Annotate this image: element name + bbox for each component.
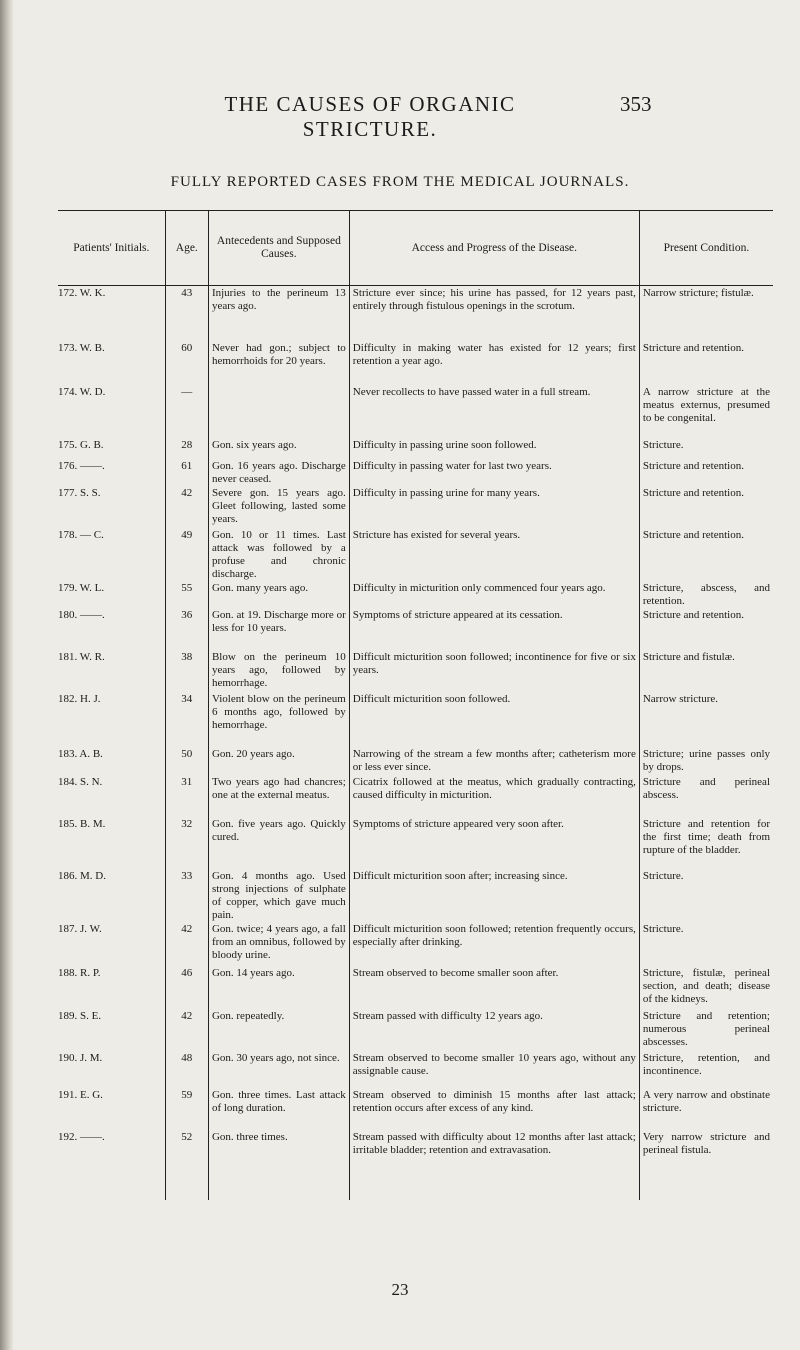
cell-initials: 172. W. K. bbox=[58, 287, 106, 299]
cell-initials: 180. ——. bbox=[58, 608, 105, 621]
cell-antecedents: Injuries to the perineum 13 years ago. bbox=[208, 286, 349, 341]
cell-present: Stricture and retention. bbox=[639, 608, 773, 650]
table-row bbox=[58, 1051, 773, 1088]
cell-present: Stricture, abscess, and retention. bbox=[639, 581, 773, 608]
table-row bbox=[58, 775, 773, 817]
cell-present: Very narrow stricture and perineal fistula. bbox=[639, 1130, 773, 1200]
cell-antecedents: Gon. 14 years ago. bbox=[208, 966, 349, 1009]
cell-age: 52 bbox=[165, 1130, 208, 1200]
signature-mark: 23 bbox=[391, 1280, 409, 1299]
running-head bbox=[0, 92, 800, 141]
header-present: Present Condition. bbox=[639, 211, 773, 286]
cell-age: 59 bbox=[165, 1088, 208, 1130]
cell-initials: 188. R. P. bbox=[58, 966, 101, 979]
cell-age: 36 bbox=[165, 608, 208, 650]
cell-progress: Narrowing of the stream a few months after; catheterism more or less ever since. bbox=[349, 747, 639, 775]
cell-initials: 176. ——. bbox=[58, 459, 105, 472]
table-row bbox=[58, 1009, 773, 1051]
cell-age: 55 bbox=[165, 581, 208, 608]
cell-progress: Symptoms of stricture appeared very soon after. bbox=[349, 817, 639, 869]
table-row bbox=[58, 747, 773, 775]
page-number: 353 bbox=[620, 92, 652, 116]
cell-antecedents: Violent blow on the perineum 6 months ago, followed by hemorrhage. bbox=[208, 692, 349, 747]
header-initials: Patients' Initials. bbox=[58, 211, 165, 286]
cell-progress: Stream observed to diminish 15 months after last attack; retention occurs after excess of any kind. bbox=[349, 1088, 639, 1130]
cell-antecedents: Gon. 16 years ago. Discharge never ceased. bbox=[208, 459, 349, 486]
cell-progress: Difficulty in passing water for last two years. bbox=[349, 459, 639, 486]
header-age: Age. bbox=[165, 211, 208, 286]
cell-initials: 175. G. B. bbox=[58, 438, 104, 451]
cell-antecedents: Gon. at 19. Discharge more or less for 10 years. bbox=[208, 608, 349, 650]
cell-age: — bbox=[165, 385, 208, 438]
cell-initials: 190. J. M. bbox=[58, 1051, 103, 1064]
cell-progress: Difficult micturition soon followed; retention frequently occurs, especially after drinking. bbox=[349, 922, 639, 966]
cell-initials: 181. W. R. bbox=[58, 650, 105, 663]
cell-initials: 173. W. B. bbox=[58, 341, 105, 354]
cell-antecedents: Gon. three times. bbox=[208, 1130, 349, 1200]
table-row bbox=[58, 922, 773, 966]
cell-progress: Stricture has existed for several years. bbox=[349, 528, 639, 581]
cell-antecedents: Gon. six years ago. bbox=[208, 438, 349, 459]
header-progress: Access and Progress of the Disease. bbox=[349, 211, 639, 286]
cell-present: Stricture and retention. bbox=[639, 341, 773, 385]
table-row bbox=[58, 286, 773, 341]
cell-age: 28 bbox=[165, 438, 208, 459]
cell-present: A very narrow and obstinate stricture. bbox=[639, 1088, 773, 1130]
cell-age: 38 bbox=[165, 650, 208, 692]
cell-age: 31 bbox=[165, 775, 208, 817]
cell-present: Stricture and retention. bbox=[639, 486, 773, 528]
cell-present: Stricture and retention. bbox=[639, 528, 773, 581]
cell-progress: Difficult micturition soon followed. bbox=[349, 692, 639, 747]
cell-initials: 189. S. E. bbox=[58, 1009, 102, 1022]
table-row bbox=[58, 1088, 773, 1130]
cases-table bbox=[58, 210, 773, 1200]
cell-age: 43 bbox=[165, 286, 208, 341]
cell-antecedents: Gon. 4 months ago. Used strong injections of sulphate of copper, which gave much pain. bbox=[208, 869, 349, 922]
cell-progress: Stream passed with difficulty about 12 months after last attack; irritable bladder; retention and extravasation. bbox=[349, 1130, 639, 1200]
cell-present: Stricture and retention for the first time; death from rupture of the bladder. bbox=[639, 817, 773, 869]
table-row bbox=[58, 385, 773, 438]
cell-antecedents: Gon. five years ago. Quickly cured. bbox=[208, 817, 349, 869]
cell-antecedents: Never had gon.; subject to hemorrhoids for 20 years. bbox=[208, 341, 349, 385]
table-row bbox=[58, 1130, 773, 1200]
cell-present: Stricture; urine passes only by drops. bbox=[639, 747, 773, 775]
cell-age: 61 bbox=[165, 459, 208, 486]
cell-age: 42 bbox=[165, 1009, 208, 1051]
cell-progress: Difficult micturition soon after; increasing since. bbox=[349, 869, 639, 922]
cell-present: Stricture and fistulæ. bbox=[639, 650, 773, 692]
cell-age: 42 bbox=[165, 486, 208, 528]
cell-initials: 179. W. L. bbox=[58, 581, 105, 594]
cell-progress: Stream observed to become smaller soon after. bbox=[349, 966, 639, 1009]
cell-progress: Difficulty in micturition only commenced four years ago. bbox=[349, 581, 639, 608]
cell-age: 32 bbox=[165, 817, 208, 869]
cell-initials: 192. ——. bbox=[58, 1130, 105, 1143]
cell-antecedents: Gon. 30 years ago, not since. bbox=[208, 1051, 349, 1088]
cell-present: Stricture, retention, and incontinence. bbox=[639, 1051, 773, 1088]
table-row bbox=[58, 486, 773, 528]
table-row bbox=[58, 692, 773, 747]
cell-initials: 183. A. B. bbox=[58, 747, 103, 760]
table-row bbox=[58, 608, 773, 650]
cell-initials: 186. M. D. bbox=[58, 869, 106, 882]
cell-initials: 191. E. G. bbox=[58, 1088, 103, 1101]
cell-antecedents: Two years ago had chancres; one at the external meatus. bbox=[208, 775, 349, 817]
cell-antecedents: Gon. repeatedly. bbox=[208, 1009, 349, 1051]
cell-age: 48 bbox=[165, 1051, 208, 1088]
cell-progress: Difficulty in making water has existed for 12 years; first retention a year ago. bbox=[349, 341, 639, 385]
cell-age: 50 bbox=[165, 747, 208, 775]
table-row bbox=[58, 581, 773, 608]
table-row bbox=[58, 459, 773, 486]
cell-present: Narrow stricture. bbox=[639, 692, 773, 747]
cases-table-body bbox=[58, 286, 773, 1200]
running-head-title: THE CAUSES OF ORGANIC STRICTURE. bbox=[224, 92, 516, 141]
page-binding-edge bbox=[0, 0, 14, 1350]
cell-antecedents: Gon. 20 years ago. bbox=[208, 747, 349, 775]
table-row bbox=[58, 528, 773, 581]
cell-antecedents: Gon. twice; 4 years ago, a fall from an omnibus, followed by bloody urine. bbox=[208, 922, 349, 966]
cell-present: Stricture. bbox=[639, 922, 773, 966]
cell-present: A narrow stricture at the meatus externus, presumed to be congenital. bbox=[639, 385, 773, 438]
cell-present: Stricture and retention; numerous perineal abscesses. bbox=[639, 1009, 773, 1051]
table-row bbox=[58, 817, 773, 869]
cell-initials: 178. — C. bbox=[58, 528, 104, 541]
table-header-row bbox=[58, 211, 773, 286]
cell-present: Narrow stricture; fistulæ. bbox=[639, 286, 773, 341]
cell-initials: 174. W. D. bbox=[58, 385, 106, 398]
table-row bbox=[58, 438, 773, 459]
cell-present: Stricture and retention. bbox=[639, 459, 773, 486]
cell-present: Stricture and perineal abscess. bbox=[639, 775, 773, 817]
table-row bbox=[58, 869, 773, 922]
cell-age: 49 bbox=[165, 528, 208, 581]
cell-antecedents: Gon. three times. Last attack of long duration. bbox=[208, 1088, 349, 1130]
cell-progress: Difficult micturition soon followed; incontinence for five or six years. bbox=[349, 650, 639, 692]
section-title: FULLY REPORTED CASES FROM THE MEDICAL JOURNALS. bbox=[170, 174, 630, 190]
cell-antecedents: Severe gon. 15 years ago. Gleet following, lasted some years. bbox=[208, 486, 349, 528]
cell-age: 33 bbox=[165, 869, 208, 922]
cell-initials: 185. B. M. bbox=[58, 817, 106, 830]
cell-progress: Stream passed with difficulty 12 years ago. bbox=[349, 1009, 639, 1051]
cell-progress: Difficulty in passing urine for many years. bbox=[349, 486, 639, 528]
table-row bbox=[58, 966, 773, 1009]
cell-initials: 182. H. J. bbox=[58, 692, 101, 705]
cell-progress: Cicatrix followed at the meatus, which gradually contracting, caused difficulty in micturition. bbox=[349, 775, 639, 817]
cell-antecedents: Blow on the perineum 10 years ago, followed by hemorrhage. bbox=[208, 650, 349, 692]
cell-age: 60 bbox=[165, 341, 208, 385]
cell-progress: Difficulty in passing urine soon followed. bbox=[349, 438, 639, 459]
cell-antecedents: Gon. 10 or 11 times. Last attack was followed by a profuse and chronic discharge. bbox=[208, 528, 349, 581]
cell-progress: Stricture ever since; his urine has passed, for 12 years past, entirely through fistulous openings in the scrotum. bbox=[349, 286, 639, 341]
cell-antecedents: Gon. many years ago. bbox=[208, 581, 349, 608]
header-antecedents: Antecedents and Supposed Causes. bbox=[208, 211, 349, 286]
cell-present: Stricture. bbox=[639, 438, 773, 459]
cell-age: 34 bbox=[165, 692, 208, 747]
cell-progress: Stream observed to become smaller 10 years ago, without any assignable cause. bbox=[349, 1051, 639, 1088]
table-row bbox=[58, 650, 773, 692]
cell-age: 46 bbox=[165, 966, 208, 1009]
cell-initials: 187. J. W. bbox=[58, 922, 102, 935]
cell-present: Stricture, fistulæ, perineal section, and death; disease of the kidneys. bbox=[639, 966, 773, 1009]
cell-present: Stricture. bbox=[639, 869, 773, 922]
table-row bbox=[58, 341, 773, 385]
cell-progress: Symptoms of stricture appeared at its cessation. bbox=[349, 608, 639, 650]
cell-progress: Never recollects to have passed water in a full stream. bbox=[349, 385, 639, 438]
cell-initials: 177. S. S. bbox=[58, 486, 101, 499]
cell-age: 42 bbox=[165, 922, 208, 966]
cell-antecedents bbox=[208, 385, 349, 438]
cell-initials: 184. S. N. bbox=[58, 775, 103, 788]
